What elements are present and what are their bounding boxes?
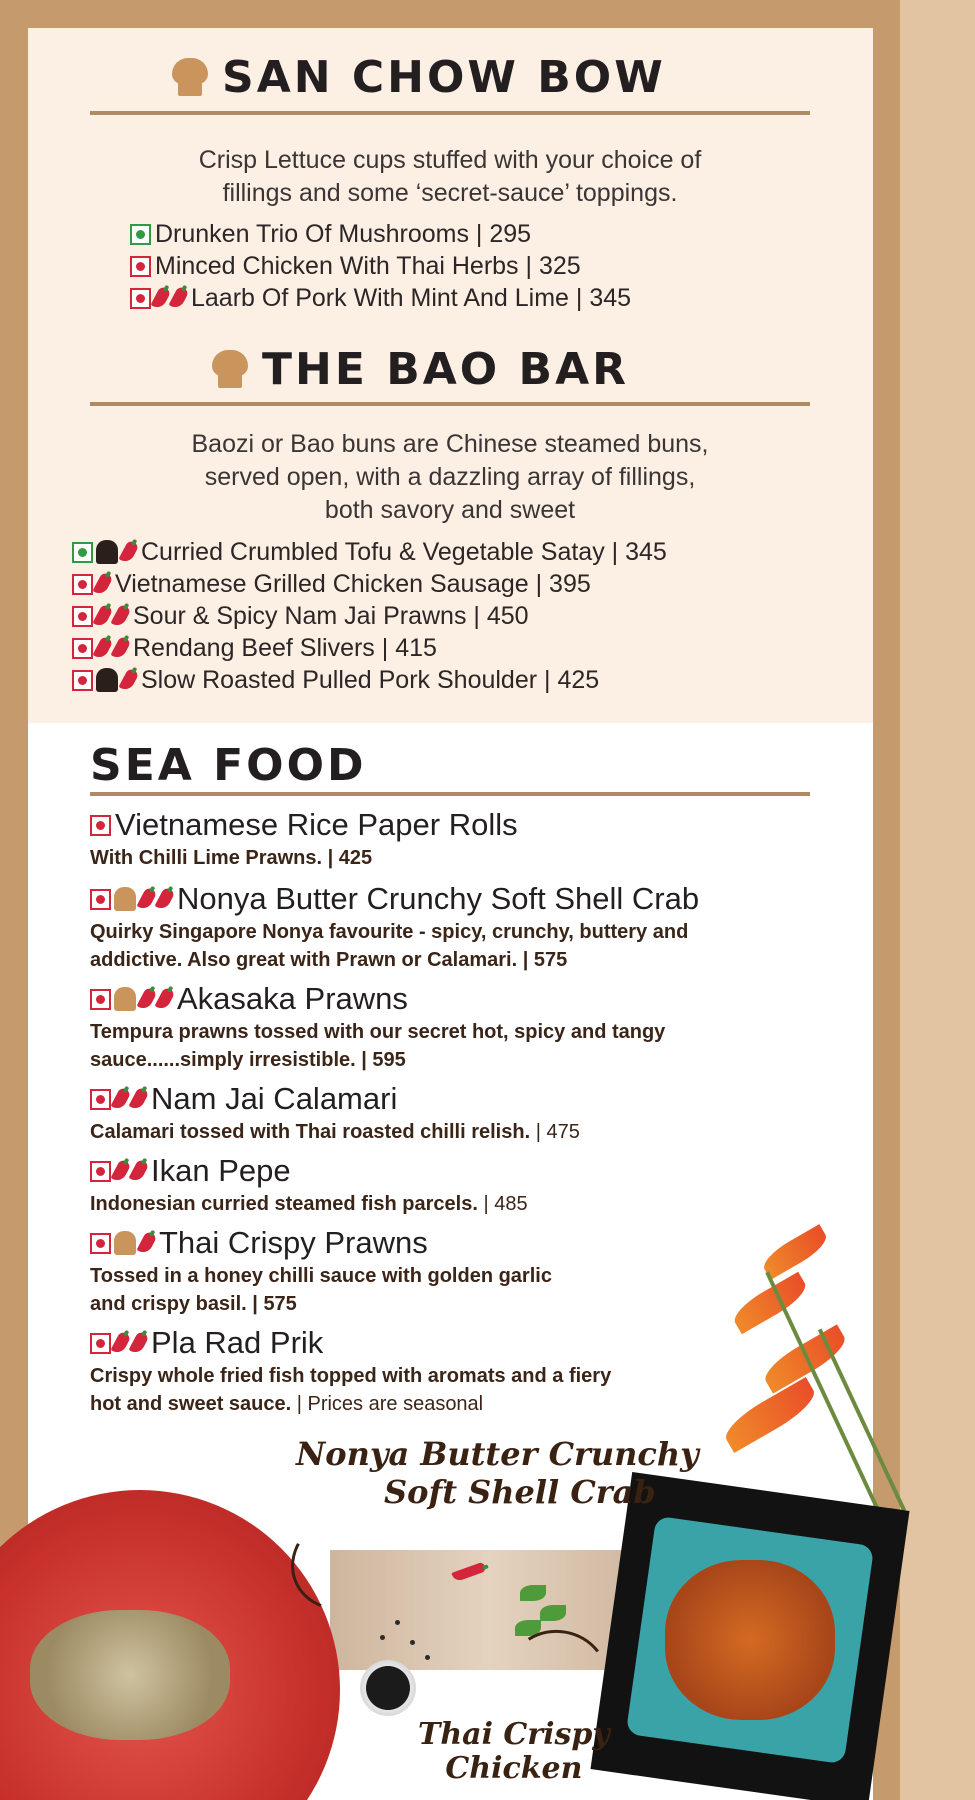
nonveg-icon	[90, 1161, 111, 1182]
menu-item	[72, 536, 667, 568]
nonveg-icon	[90, 1089, 111, 1110]
nonveg-icon	[90, 989, 111, 1010]
seafood-item	[90, 880, 850, 974]
chef-hat-icon	[114, 1231, 136, 1255]
chili-icon	[93, 571, 114, 596]
desc-line: hot and sweet sauce.	[90, 1393, 292, 1415]
desc-line: Indonesian curried steamed fish parcels.	[90, 1193, 478, 1215]
seafood-item-name-row	[90, 806, 850, 844]
seafood-item-name-row	[90, 1152, 850, 1190]
intro-line: Crisp Lettuce cups stuffed with your choice of	[198, 146, 702, 174]
coriander-leaf	[540, 1605, 566, 1621]
chef-hat-icon	[114, 987, 136, 1011]
menu-item-label: Vietnamese Grilled Chicken Sausage | 395	[115, 569, 591, 598]
chili-icon	[93, 603, 114, 628]
seafood-item	[90, 1080, 850, 1146]
chili-icon	[169, 285, 190, 310]
price-label: | Prices are seasonal	[291, 1393, 484, 1415]
section-title: THE BAO BAR	[262, 344, 629, 395]
san-chow-bow-intro	[90, 144, 810, 210]
bao-bar-intro	[90, 428, 810, 527]
menu-item	[72, 632, 667, 664]
chili-icon	[119, 539, 140, 564]
callout-line: Chicken	[445, 1751, 583, 1786]
chili-icon	[137, 1230, 158, 1255]
seafood-item-name-row	[90, 980, 850, 1018]
section-divider	[90, 792, 810, 796]
seafood-item-desc	[90, 1118, 850, 1146]
chef-hat-icon	[114, 887, 136, 911]
seafood-item-desc	[90, 844, 850, 872]
seafood-item-desc	[90, 918, 850, 974]
intro-line: both savory and sweet	[324, 496, 576, 524]
pepper-speck	[380, 1635, 385, 1640]
section-divider	[90, 111, 810, 115]
menu-item	[72, 600, 667, 632]
seafood-item-name: Nam Jai Calamari	[151, 1081, 398, 1116]
desc-line: and crispy basil. | 575	[90, 1293, 297, 1315]
desc-line: Tossed in a honey chilli sauce with golden garlic	[90, 1265, 552, 1287]
nonveg-icon	[90, 889, 111, 910]
nonveg-icon	[90, 1333, 111, 1354]
chili-icon	[129, 1330, 150, 1355]
chili-icon	[111, 1330, 132, 1355]
nonveg-icon	[130, 256, 151, 277]
menu-item	[130, 250, 631, 282]
section-title: SAN CHOW BOW	[222, 52, 666, 103]
chef-hat-icon	[172, 58, 208, 98]
intro-line: fillings and some ‘secret-sauce’ toppings.	[222, 179, 678, 207]
chili-icon	[137, 986, 158, 1011]
seafood-item-name: Vietnamese Rice Paper Rolls	[115, 807, 518, 842]
menu-item-label: Sour & Spicy Nam Jai Prawns | 450	[133, 601, 529, 630]
veg-icon	[72, 542, 93, 563]
menu-item	[72, 568, 667, 600]
coriander-leaf	[520, 1585, 546, 1601]
pepper-speck	[425, 1655, 430, 1660]
chili-icon	[111, 1158, 132, 1183]
top-border	[28, 0, 873, 28]
desc-line: Tempura prawns tossed with our secret hot, spicy and tangy	[90, 1021, 666, 1043]
desc-line: addictive. Also great with Prawn or Calamari. | 575	[90, 949, 568, 971]
pepper-bowl	[360, 1660, 416, 1716]
menu-item	[130, 282, 631, 314]
menu-item	[72, 664, 667, 696]
chili-icon	[129, 1086, 150, 1111]
section-title: SEA FOOD	[90, 740, 367, 791]
bao-bar-list	[72, 536, 667, 696]
callout-line: Nonya Butter Crunchy	[296, 1435, 699, 1473]
chicken-dish	[665, 1560, 835, 1720]
nonveg-icon	[90, 815, 111, 836]
seafood-item-name: Pla Rad Prik	[151, 1325, 324, 1360]
menu-item	[130, 218, 631, 250]
chili-icon	[129, 1158, 150, 1183]
callout-line: Thai Crispy	[418, 1717, 610, 1752]
chili-icon	[119, 667, 140, 692]
veg-icon	[130, 224, 151, 245]
seafood-item	[90, 1152, 850, 1218]
chili-icon	[155, 986, 176, 1011]
chili-icon	[111, 1086, 132, 1111]
chicken-callout	[418, 1718, 610, 1786]
menu-item-label: Rendang Beef Slivers | 415	[133, 633, 437, 662]
seafood-item-desc	[90, 1262, 850, 1318]
seafood-item-name: Ikan Pepe	[151, 1153, 291, 1188]
chef-hat-icon	[96, 540, 118, 564]
nonveg-icon	[72, 574, 93, 595]
pepper-speck	[395, 1620, 400, 1625]
seafood-item-name-row	[90, 1080, 850, 1118]
intro-line: Baozi or Bao buns are Chinese steamed buns,	[191, 430, 709, 458]
chef-hat-icon	[212, 350, 248, 390]
desc-line: Calamari tossed with Thai roasted chilli relish.	[90, 1121, 531, 1143]
intro-line: served open, with a dazzling array of fillings,	[204, 463, 696, 491]
menu-item-label: Drunken Trio Of Mushrooms | 295	[155, 219, 532, 248]
seafood-item-name: Nonya Butter Crunchy Soft Shell Crab	[177, 881, 700, 916]
seafood-item	[90, 1324, 850, 1418]
chili-icon	[137, 886, 158, 911]
seafood-item-name-row	[90, 880, 850, 918]
chili-icon	[111, 603, 132, 628]
menu-item-label: Minced Chicken With Thai Herbs | 325	[155, 251, 581, 280]
chili-icon	[111, 635, 132, 660]
price-label: | 485	[477, 1193, 528, 1215]
crab-callout	[296, 1435, 699, 1511]
desc-line: Crispy whole fried fish topped with aromats and a fiery	[90, 1365, 612, 1387]
seafood-item-desc	[90, 1190, 850, 1218]
crab-dish	[30, 1610, 230, 1740]
section-divider	[90, 402, 810, 406]
menu-item-label: Laarb Of Pork With Mint And Lime | 345	[191, 283, 632, 312]
menu-item-label: Slow Roasted Pulled Pork Shoulder | 425	[141, 665, 600, 694]
chef-hat-icon	[96, 668, 118, 692]
sea-food-heading	[90, 740, 367, 791]
san-chow-bow-heading	[172, 52, 666, 103]
desc-line: With Chilli Lime Prawns. | 425	[90, 847, 373, 869]
san-chow-bow-list	[130, 218, 631, 314]
seafood-item	[90, 980, 850, 1074]
right-border-strip	[900, 0, 975, 1800]
nonveg-icon	[130, 288, 151, 309]
nonveg-icon	[90, 1233, 111, 1254]
pepper-speck	[410, 1640, 415, 1645]
callout-line: Soft Shell Crab	[384, 1473, 656, 1511]
chili-icon	[93, 635, 114, 660]
chili-icon	[155, 886, 176, 911]
price-label: | 475	[530, 1121, 580, 1143]
desc-line: sauce......simply irresistible. | 595	[90, 1049, 406, 1071]
seafood-item-name: Thai Crispy Prawns	[159, 1225, 428, 1260]
seafood-item-desc	[90, 1362, 850, 1418]
seafood-item	[90, 806, 850, 872]
seafood-item-name-row	[90, 1224, 850, 1262]
nonveg-icon	[72, 638, 93, 659]
seafood-item	[90, 1224, 850, 1318]
chili-icon	[151, 285, 172, 310]
seafood-item-name: Akasaka Prawns	[177, 981, 408, 1016]
seafood-item-desc	[90, 1018, 850, 1074]
nonveg-icon	[72, 606, 93, 627]
menu-item-label: Curried Crumbled Tofu & Vegetable Satay | 345	[141, 537, 667, 566]
seafood-item-name-row	[90, 1324, 850, 1362]
desc-line: Quirky Singapore Nonya favourite - spicy, crunchy, buttery and	[90, 921, 689, 943]
nonveg-icon	[72, 670, 93, 691]
bao-bar-heading	[212, 344, 629, 395]
